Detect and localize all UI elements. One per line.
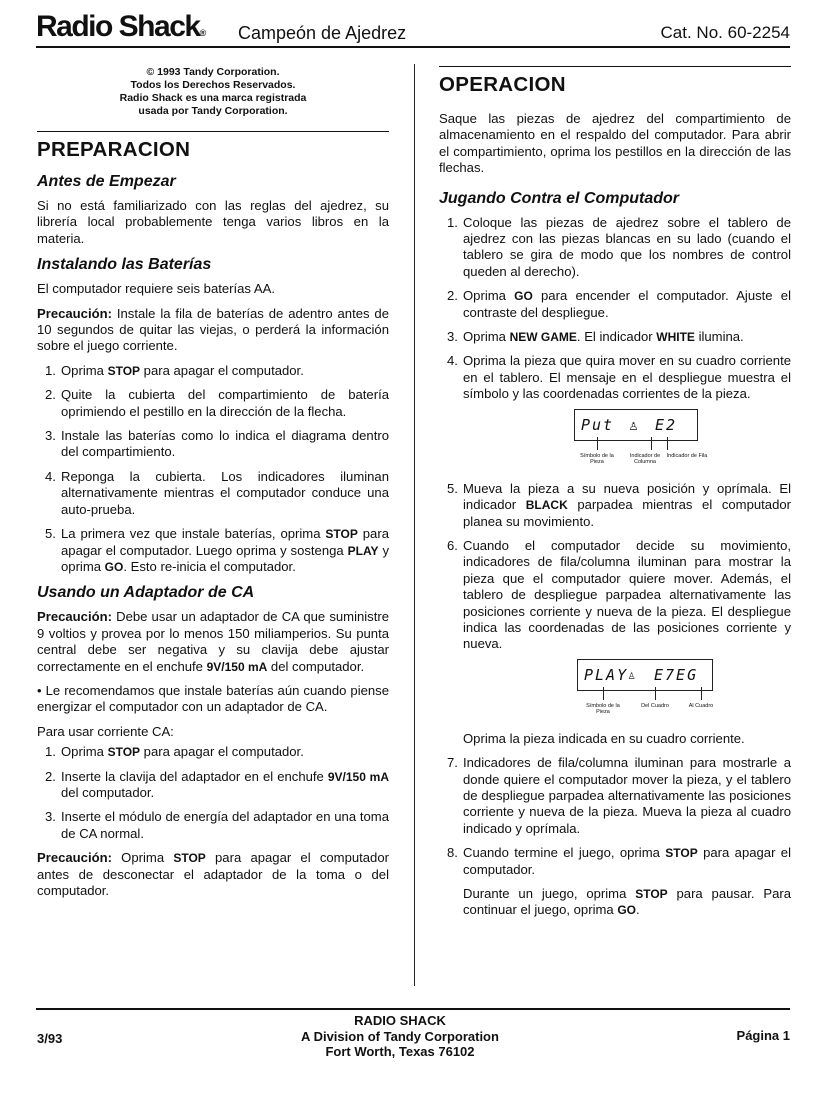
para-usar-ca: Para usar corriente CA: — [37, 723, 174, 739]
figure-label: Al Cuadro — [688, 702, 714, 709]
adaptador-precaucion: Precaución: Debe usar un adaptador de CA que suministre 9 voltios y provea por lo menos 150 miliamperios. Su punta central debe ser negativa y su clavija debe ajustar correctamente en el enchufe 9V/150 mA del computador. — [37, 609, 389, 674]
list-item: 5. La primera vez que instale baterías, oprima STOP para apagar el computador. Luego oprima y sostenga PLAY y oprima GO. Esto re-inicia el computador. — [45, 526, 389, 574]
baterias-intro: El computador requiere seis baterías AA. — [37, 281, 275, 297]
figure-label: Indicador de Fila — [666, 452, 708, 459]
play-steps-cont — [439, 481, 791, 653]
list-item: 1. Coloque las piezas de ajedrez sobre el tablero de ajedrez con las piezas blancas en su lado (cuando el tablero se gira de modo que los nombres de control queden al derecho). — [447, 214, 791, 279]
list-item: 6. Cuando el computador decide su movimiento, indicadores de fila/columna iluminan para mostrar la pieza que el computador quiere mover. Además, el tablero de despliegue parpadea alternativamente las posiciones corriente y nueva de la pieza. El despliegue indica las coordenadas de las posiciones corriente y nueva. — [447, 537, 791, 652]
heading-instalando-baterias: Instalando las Baterías — [37, 256, 212, 274]
recommendation-bullet: • Le recomendamos que instale baterías aún cuando piense energizar el computador con un adaptador de CA. — [37, 682, 389, 715]
list-item: 3. Inserte el módulo de energía del adaptador en una toma de CA normal. — [45, 809, 389, 841]
list-item: 1. Oprima STOP para apagar el computador. — [45, 744, 304, 760]
ca-steps — [37, 744, 389, 842]
list-item: 2. Oprima GO para encender el computador. Ajuste el contraste del despliegue. — [447, 288, 791, 320]
section-title-operacion: OPERACION — [439, 73, 566, 96]
footer-date: 3/93 — [37, 1031, 63, 1046]
figure-label: Indicador de Columna — [629, 452, 661, 465]
step8-extra: Durante un juego, oprima STOP para pausar. Para continuar el juego, oprima GO. — [463, 886, 791, 918]
document-title: Campeón de Ajedrez — [238, 23, 407, 43]
section-rule — [439, 66, 791, 67]
lcd-display — [574, 409, 698, 441]
operacion-intro: Saque las piezas de ajedrez del compartimiento de almacenamiento en el respaldo del computador. Para abrir el compartimiento, oprima los pestillos en la dirección de las flechas. — [439, 111, 791, 176]
list-item: 3. Instale las baterías como lo indica el diagrama dentro del compartimiento. — [45, 428, 389, 460]
figure-label: Símbolo de la Pieza — [586, 702, 620, 715]
final-precaucion: Precaución: Oprima STOP para apagar el computador antes de desconectar el adaptador de la toma o del computador. — [37, 850, 389, 898]
footer-rule — [36, 1008, 790, 1010]
lcd-text-left: Put — [581, 415, 615, 434]
battery-steps — [37, 363, 389, 575]
heading-adaptador-ca: Usando un Adaptador de CA — [37, 584, 255, 602]
pawn-icon: ♙ — [628, 667, 638, 682]
pawn-icon: ♙ — [629, 415, 641, 434]
list-item: 5. Mueva la pieza a su nueva posición y oprímala. El indicador BLACK parpadea mientras el computador planea su movimiento. — [447, 480, 791, 529]
lcd-text-right: E2 — [655, 415, 678, 434]
catalog-number: Cat. No. 60-2254 — [660, 23, 790, 42]
page-number: Página 1 — [736, 1028, 790, 1043]
list-item: 3. Oprima NEW GAME. El indicador WHITE ilumina. — [447, 329, 744, 345]
list-item: 1. Oprima STOP para apagar el computador. — [45, 362, 304, 378]
header-rule — [36, 46, 790, 48]
play-steps-end — [439, 755, 791, 878]
play-steps — [439, 215, 791, 403]
lcd-text-right: E7EG — [654, 665, 699, 684]
heading-jugando-contra: Jugando Contra el Computador — [439, 189, 679, 207]
antes-paragraph: Si no está familiarizado con las reglas del ajedrez, su librería local probablemente tenga varios libros en la materia. — [37, 198, 389, 246]
lcd-figure-play — [439, 659, 791, 721]
heading-antes-de-empezar: Antes de Empezar — [37, 173, 176, 190]
list-item: 2. Inserte la clavija del adaptador en el enchufe 9V/150 mA del computador. — [45, 768, 389, 800]
lcd-figure-put — [439, 409, 791, 471]
list-item: 8. Cuando termine el juego, oprima STOP para apagar el computador. — [447, 845, 791, 877]
right-column — [439, 66, 791, 927]
left-column — [37, 66, 389, 907]
copyright-notice: © 1993 Tandy Corporation. Todos los Derechos Reservados. Radio Shack es una marca registrada usada por Tandy Corporation. — [119, 66, 307, 117]
lcd-display — [577, 659, 713, 691]
footer-company: RADIO SHACK A Division of Tandy Corporation Fort Worth, Texas 76102 — [301, 1013, 499, 1059]
baterias-precaucion: Precaución: Instale la fila de baterías de adentro antes de 10 segundos de quitar las viejas, o perderá la información sobre el juego corriente. — [37, 305, 389, 354]
figure-label: Símbolo de la Pieza — [580, 452, 614, 465]
list-item: 4. Reponga la cubierta. Los indicadores iluminan alternativamente mientras el computador conduce una auto-prueba. — [45, 468, 389, 517]
list-item: 4. Oprima la pieza que quira mover en su cuadro corriente en el tablero. El mensaje en el despliegue muestra el símbolo y las coordenadas corrientes de la pieza. — [447, 353, 791, 402]
column-divider — [414, 64, 415, 986]
radio-shack-logo: Radio Shack® — [36, 10, 207, 43]
section-rule — [37, 131, 389, 132]
step6-after: Oprima la pieza indicada en su cuadro corriente. — [463, 730, 745, 746]
section-title-preparacion: PREPARACION — [37, 138, 191, 161]
figure-label: Del Cuadro — [641, 702, 669, 709]
list-item: 7. Indicadores de fila/columna iluminan para mostrarle a donde quiere el computador mover la pieza, y el tablero de despliegue parpadea alternativamente las posiciones corriente y nueva de la pieza. Mueva la pieza al cuadro indicado y oprímala. — [447, 755, 791, 836]
list-item: 2. Quite la cubierta del compartimiento de batería oprimiendo el pestillo en la dirección de la flecha. — [45, 387, 389, 419]
lcd-text-left: PLAY — [584, 665, 629, 684]
